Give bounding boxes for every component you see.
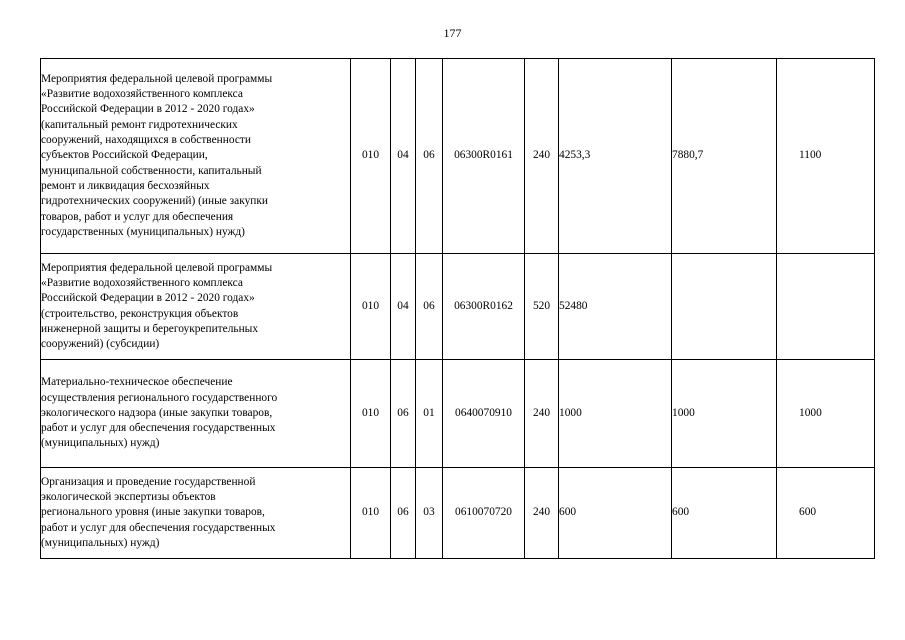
admin-code-cell: 010: [351, 59, 391, 254]
amount-year1-cell: 4253,3: [559, 59, 672, 254]
description-line: Мероприятия федеральной целевой программы: [41, 261, 273, 274]
budget-table: [40, 58, 875, 559]
admin-code-cell: 010: [351, 468, 391, 559]
row-description: [41, 468, 351, 559]
table-row: [41, 254, 875, 360]
description-line: экологического надзора (иные закупки товаров,: [41, 406, 273, 419]
description-line: сооружений) (субсидии): [41, 338, 160, 351]
amount-year3-cell: 1100: [777, 59, 875, 254]
section-code-cell: 06: [391, 468, 416, 559]
description-line: работ и услуг для обеспечения государственных: [41, 521, 276, 534]
target-code-cell: 0610070720: [443, 468, 525, 559]
description-line: Мероприятия федеральной целевой программы: [41, 72, 273, 85]
admin-code-cell: 010: [351, 360, 391, 468]
description-line: муниципальной собственности, капитальный: [41, 164, 262, 177]
amount-year1-cell: 1000: [559, 360, 672, 468]
target-code-cell: 06300R0161: [443, 59, 525, 254]
description-line: Организация и проведение государственной: [41, 475, 256, 488]
admin-code-cell: 010: [351, 254, 391, 360]
description-line: «Развитие водохозяйственного комплекса: [41, 88, 243, 101]
amount-year3-cell: 1000: [777, 360, 875, 468]
subsection-code-cell: 06: [416, 254, 443, 360]
subsection-code-cell: 03: [416, 468, 443, 559]
amount-year3-cell: 600: [777, 468, 875, 559]
amount-year1-cell: 52480: [559, 254, 672, 360]
section-code-cell: 06: [391, 360, 416, 468]
amount-year2-cell: 1000: [672, 360, 777, 468]
description-line: Материально-техническое обеспечение: [41, 376, 233, 389]
description-line: регионального уровня (иные закупки товаров,: [41, 506, 265, 519]
target-code-cell: 0640070910: [443, 360, 525, 468]
table-row: [41, 468, 875, 559]
description-line: Российской Федерации в 2012 - 2020 годах»: [41, 292, 255, 305]
amount-year2-cell: 7880,7: [672, 59, 777, 254]
description-line: осуществления регионального государственного: [41, 391, 278, 404]
description-line: работ и услуг для обеспечения государственных: [41, 422, 276, 435]
expense-type-cell: 520: [525, 254, 559, 360]
section-code-cell: 04: [391, 59, 416, 254]
amount-year2-cell: 600: [672, 468, 777, 559]
target-code-cell: 06300R0162: [443, 254, 525, 360]
amount-year2-cell: [672, 254, 777, 360]
description-line: гидротехнических сооружений) (иные закупки: [41, 195, 269, 208]
table-row: [41, 360, 875, 468]
subsection-code-cell: 06: [416, 59, 443, 254]
table-row: [41, 59, 875, 254]
description-line: «Развитие водохозяйственного комплекса: [41, 276, 243, 289]
subsection-code-cell: 01: [416, 360, 443, 468]
description-line: товаров, работ и услуг для обеспечения: [41, 210, 234, 223]
section-code-cell: 04: [391, 254, 416, 360]
page-number: 177: [443, 26, 462, 40]
expense-type-cell: 240: [525, 360, 559, 468]
description-line: сооружений, находящихся в собственности: [41, 134, 251, 147]
row-description: [41, 59, 351, 254]
row-description: [41, 254, 351, 360]
description-line: государственных (муниципальных) нужд): [41, 225, 245, 238]
description-line: инженерной защиты и берегоукрепительных: [41, 322, 259, 335]
amount-year3-cell: [777, 254, 875, 360]
row-description: [41, 360, 351, 468]
description-line: (муниципальных) нужд): [41, 536, 160, 549]
description-line: ремонт и ликвидация бесхозяйных: [41, 179, 210, 192]
amount-year1-cell: 600: [559, 468, 672, 559]
description-line: Российской Федерации в 2012 - 2020 годах»: [41, 103, 255, 116]
expense-type-cell: 240: [525, 59, 559, 254]
description-line: (строительство, реконструкция объектов: [41, 307, 239, 320]
description-line: экологической экспертизы объектов: [41, 491, 216, 504]
description-line: (капитальный ремонт гидротехнических: [41, 118, 238, 131]
expense-type-cell: 240: [525, 468, 559, 559]
description-line: субъектов Российской Федерации,: [41, 149, 208, 162]
description-line: (муниципальных) нужд): [41, 437, 160, 450]
